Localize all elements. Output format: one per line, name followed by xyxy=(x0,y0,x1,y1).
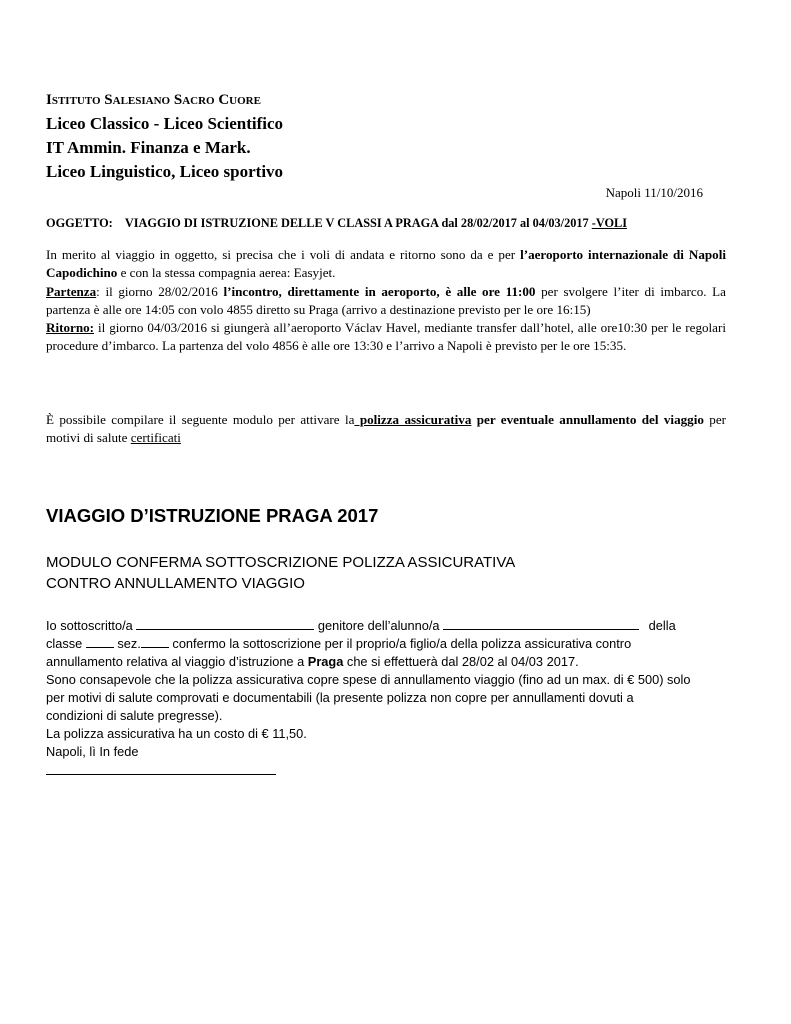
partenza-text-1: : il giorno 28/02/2016 xyxy=(96,284,224,299)
signer-name-blank[interactable] xyxy=(136,618,314,630)
ritorno-paragraph xyxy=(46,319,726,355)
form-line-1 xyxy=(46,618,676,633)
section-blank[interactable] xyxy=(141,636,169,648)
form-line-7: La polizza assicurativa ha un costo di € 11,50. xyxy=(46,726,307,741)
form-subtitle-1: MODULO CONFERMA SOTTOSCRIZIONE POLIZZA ASSICURATIVA xyxy=(46,554,516,571)
polizza-paragraph xyxy=(46,411,726,447)
polizza-insurance: polizza assicurativa xyxy=(354,412,472,427)
intro-paragraph xyxy=(46,246,726,282)
form-confirm-text: confermo la sottoscrizione per il proprio/a figlio/a della polizza assicurativa contro xyxy=(168,636,632,651)
form-section-label: sez. xyxy=(113,636,141,651)
ritorno-text: il giorno 04/03/2016 si giungerà all’aeroporto Václav Havel, mediante transfer dall’hotel, alle ore10:30 per le regolari procedure d’imbarco. La partenza del volo 4856 è alle ore 13:30 e l’arrivo a Napoli è previsto per le ore 15:35. xyxy=(46,320,726,353)
polizza-text-1: È possibile compilare il seguente modulo per attivare la xyxy=(46,412,355,427)
form-line-3c: che si effettuerà dal 28/02 al 04/03 2017. xyxy=(343,654,579,669)
form-line-3a: annullamento relativa al viaggio d’istruzione a xyxy=(46,654,308,669)
ritorno-label: Ritorno: xyxy=(46,320,95,335)
form-subtitle-2: CONTRO ANNULLAMENTO VIAGGIO xyxy=(46,575,305,592)
subject-text: VIAGGIO DI ISTRUZIONE DELLE V CLASSI A PRAGA dal 28/02/2017 al 04/03/2017 xyxy=(124,216,589,230)
form-title: VIAGGIO D’ISTRUZIONE PRAGA 2017 xyxy=(46,505,379,526)
subject-suffix: -VOLI xyxy=(591,216,628,230)
form-line-8: Napoli, lì In fede xyxy=(46,744,139,759)
polizza-certificati: certificati xyxy=(130,430,181,445)
form-destination: Praga xyxy=(307,654,344,669)
partenza-meeting: l’incontro, direttamente in aeroporto, è alle ore 11:00 xyxy=(223,284,536,299)
partenza-paragraph xyxy=(46,283,726,319)
form-line-2 xyxy=(46,636,631,651)
form-line-3 xyxy=(46,654,579,669)
form-line-4: Sono consapevole che la polizza assicurativa copre spese di annullamento viaggio (fino ad un max. di € 500) solo xyxy=(46,672,691,687)
polizza-cancellation: per eventuale annullamento del viaggio xyxy=(471,412,704,427)
intro-text-2: e con la stessa compagnia aerea: Easyjet. xyxy=(117,265,336,280)
subject-line xyxy=(46,216,627,231)
partenza-text-2: per svolgere l’iter di imbarco. La partenza è alle ore 14:05 con volo 4855 diretto su Praga (arrivo a destinazione previsto per le ore 16:15) xyxy=(46,284,726,317)
header-line-1: Liceo Classico - Liceo Scientifico xyxy=(46,114,284,133)
header-line-2: IT Ammin. Finanza e Mark. xyxy=(46,138,251,157)
form-della-label: della xyxy=(645,618,676,633)
subject-label: OGGETTO: xyxy=(46,216,113,230)
institute-name: Istituto Salesiano Sacro Cuore xyxy=(46,92,261,108)
partenza-label: Partenza xyxy=(46,284,97,299)
student-name-blank[interactable] xyxy=(443,618,639,630)
form-line-5: per motivi di salute comprovati e documentabili (la presente polizza non copre per annullamenti dovuti a xyxy=(46,690,634,705)
form-class-label: classe xyxy=(46,636,86,651)
document-date: Napoli 11/10/2016 xyxy=(605,185,703,200)
intro-text-1: In merito al viaggio in oggetto, si precisa che i voli di andata e ritorno sono da e per xyxy=(46,247,521,262)
form-parent-label: genitore dell’alunno/a xyxy=(314,618,444,633)
header-line-3: Liceo Linguistico, Liceo sportivo xyxy=(46,162,284,181)
form-line-6: condizioni di salute pregresse). xyxy=(46,708,223,723)
form-signer-label: Io sottoscritto/a xyxy=(46,618,137,633)
intro-airport: l’aeroporto internazionale di Napoli Capodichino xyxy=(46,247,726,280)
class-blank[interactable] xyxy=(86,636,114,648)
signature-line[interactable] xyxy=(46,774,276,775)
polizza-text-2: per motivi di salute xyxy=(46,412,727,445)
